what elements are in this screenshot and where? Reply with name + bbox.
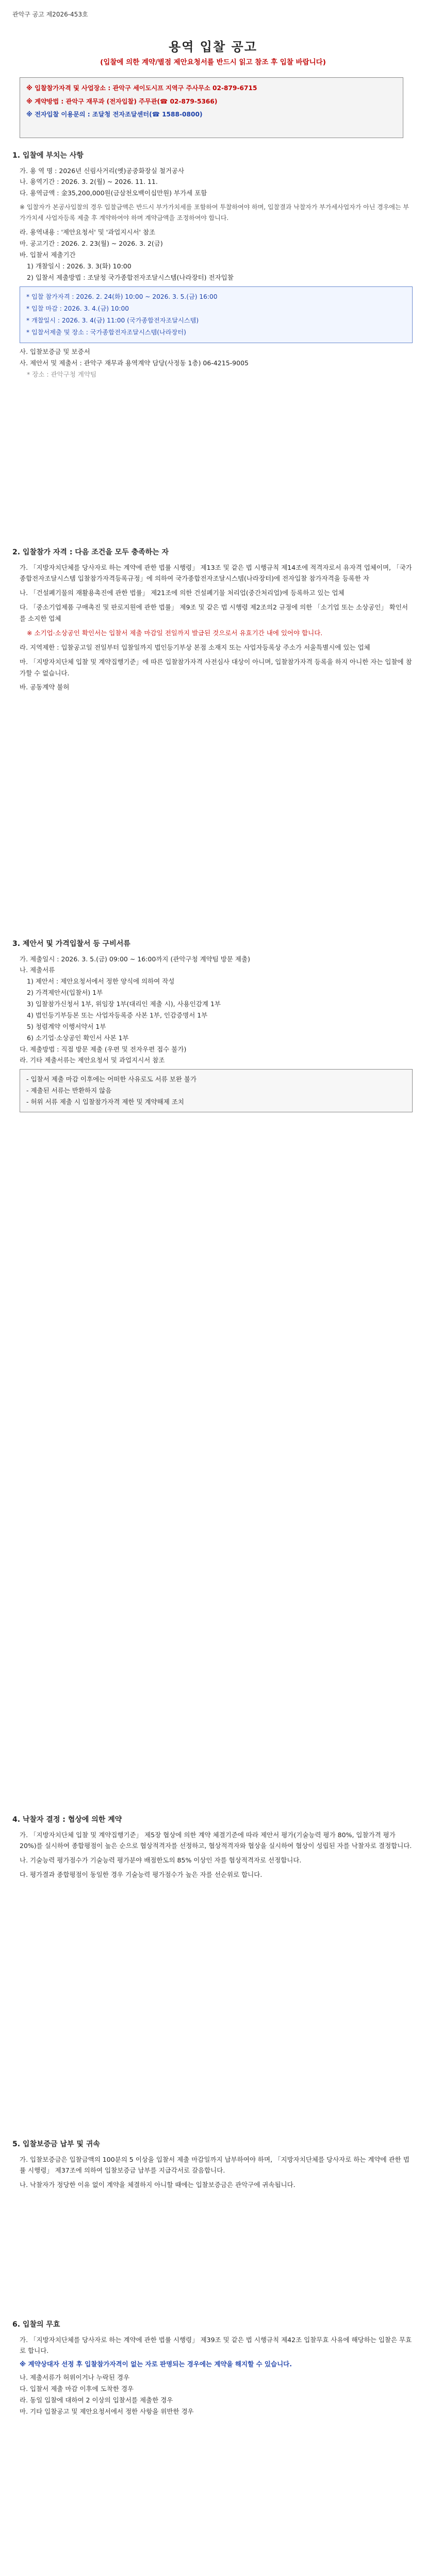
list-item: 다. 입찰서 제출 마감 이후에 도착한 경우 <box>20 2385 134 2393</box>
paragraph: 5) 청렴계약 이행서약서 1부 <box>27 1022 106 1030</box>
paragraph: 다. 평가결과 종합평점이 동일한 경우 기술능력 평가점수가 높은 자를 선순위로 합니다. <box>20 1871 263 1879</box>
list-item: 사. 입찰보증금 및 보증서 <box>20 348 90 356</box>
paragraph: 가. 입찰보증금은 입찰금액의 100분의 5 이상을 입찰서 제출 마감일까지 납부하여야 하며, 「지방자치단체를 당사자로 하는 계약에 관한 법률 시행령」 제37조에 의하여 입찰보증금 납부를 지급각서로 갈음합니다. <box>20 2155 409 2175</box>
section-heading: 6. 입찰의 무효 <box>12 2320 60 2329</box>
list-item: 마. 공고기간 : 2026. 2. 23(월) ~ 2026. 3. 2(금) <box>20 240 163 247</box>
warning-line: - 입찰서 제출 마감 이후에는 어떠한 사유로도 서류 보완 불가 <box>26 1075 197 1083</box>
list-item: 1) 개찰일시 : 2026. 3. 3(화) 10:00 <box>27 262 132 270</box>
schedule-line: * 개찰일시 : 2026. 3. 4(금) 11:00 (국가종합전자조달시스템) <box>26 316 199 324</box>
schedule-box <box>20 286 413 344</box>
section-heading: 4. 낙찰자 결정 : 협상에 의한 계약 <box>12 1816 122 1824</box>
paragraph: 가. 제출일시 : 2026. 3. 5.(금) 09:00 ~ 16:00까지 (관악구청 계약팀 방문 제출) <box>20 955 250 963</box>
intro-box <box>20 77 403 138</box>
paragraph: 4) 법인등기부등본 또는 사업자등록증 사본 1부, 인감증명서 1부 <box>27 1011 208 1019</box>
list-item: 라. 동일 입찰에 대하여 2 이상의 입찰서를 제출한 경우 <box>20 2396 173 2404</box>
warning-box <box>20 1069 413 1112</box>
list-item: 라. 용역내용 : '제안요청서' 및 '과업지시서' 참조 <box>20 228 156 236</box>
section-6 <box>12 2318 413 2417</box>
section-3 <box>12 938 413 1115</box>
paragraph: 나. 낙찰자가 정당한 이유 없이 계약을 체결하지 아니할 때에는 입찰보증금은 관악구에 귀속됩니다. <box>20 2181 296 2189</box>
paragraph: 3) 입찰참가신청서 1부, 위임장 1부(대리인 제출 시), 사용인감계 1부 <box>27 1000 221 1008</box>
schedule-line: * 입찰 참가자격 : 2026. 2. 24(화) 10:00 ~ 2026. 3. 5.(금) 16:00 <box>26 293 218 300</box>
paragraph: 가. 「지방자치단체 입찰 및 계약집행기준」 제5장 협상에 의한 계약 체결기준에 따라 제안서 평가(기술능력 평가 80%, 입찰가격 평가 20%)를 실시하여 종합평점이 높은 순으로 협상적격자를 선정하고, 협상적격자와 협상을 실시하여 협상이 성립된 자를 낙찰자로 결정합니다. <box>20 1831 412 1850</box>
place-label: * 장소 : 관악구청 계약팀 <box>27 370 97 378</box>
page-subtitle: (입찰에 의한 계약/별점 제안요청서를 반드시 읽고 참조 후 입찰 바랍니다) <box>100 58 326 66</box>
intro-line: ※ 입찰참가자격 및 사업장소 : 관악구 세이도시프 지역구 주사무소 02-879-6715 <box>26 84 257 92</box>
list-item: 나. 용역기간 : 2026. 3. 2(월) ~ 2026. 11. 11. <box>20 178 158 186</box>
section-heading: 1. 입찰에 부치는 사항 <box>12 151 84 160</box>
paragraph: 1) 제안서 : 제안요청서에서 정한 양식에 의하여 작성 <box>27 977 175 986</box>
paragraph: 나. 기술능력 평가점수가 기술능력 평가분야 배점한도의 85% 이상인 자를 협상적격자로 선정합니다. <box>20 1856 302 1865</box>
paragraph: 라. 기타 제출서류는 제안요청서 및 과업지시서 참조 <box>20 1056 165 1064</box>
notice-number: 관악구 공고 제2026-453호 <box>12 11 88 18</box>
paragraph: 2) 가격제안서(입찰서) 1부 <box>27 989 103 997</box>
schedule-line: * 입찰서제출 및 장소 : 국가종합전자조달시스템(나라장터) <box>26 329 186 336</box>
section-4 <box>12 1814 413 1880</box>
schedule-line: * 입찰 마감 : 2026. 3. 4.(금) 10:00 <box>26 304 129 312</box>
paragraph: 라. 지역제한 : 입찰공고일 전일부터 입찰일까지 법인등기부상 본점 소재지 또는 사업자등록상 주소가 서울특별시에 있는 업체 <box>20 643 370 651</box>
paragraph: 가. 「지방자치단체를 당사자로 하는 계약에 관한 법률 시행령」 제13조 및 같은 법 시행규칙 제14조에 적격자로서 유자격 업체이며, 「국가종합전자조달시스템 입찰참가자격등록규정」에 의하여 국가종합전자조달시스템(나라장터)에 전자입찰 참가자격을 등록한 자 <box>20 563 412 583</box>
note: ※ 입찰자가 본공사입찰의 경우 입찰금액은 반드시 부가가치세를 포함하여 투찰하여야 하며, 입찰결과 낙찰자가 부가세사업자가 아닌 경우에는 부가가치세 사업자등록 제출 후 계약하여야 하며 계약금액을 조정하여야 합니다. <box>20 204 409 222</box>
list-item: 2) 입찰서 제출방법 : 조달청 국가종합전자조달시스템(나라장터) 전자입찰 <box>27 273 234 281</box>
section-heading: 2. 입찰참가 자격 : 다음 조건을 모두 충족하는 자 <box>12 548 169 556</box>
intro-line: ※ 전자입찰 이용문의 : 조달청 전자조달센터(☎ 1588-0800) <box>26 111 203 118</box>
list-item: 바. 입찰서 제출기간 <box>20 250 76 259</box>
paragraph: 마. 「지방자치단체 입찰 및 계약집행기준」에 따른 입찰참가자격 사전심사 대상이 아니며, 입찰참가자격 등록을 하지 아니한 자는 입찰에 참가할 수 없습니다. <box>20 657 412 677</box>
page-title: 용역 입찰 공고 <box>169 40 257 54</box>
section-heading: 5. 입찰보증금 납부 및 귀속 <box>12 2140 100 2148</box>
paragraph: 나. 제출서류 <box>20 966 55 974</box>
paragraph: 가. 「지방자치단체를 당사자로 하는 계약에 관한 법률 시행령」 제39조 및 같은 법 시행규칙 제42조 입찰무효 사유에 해당하는 입찰은 무효로 합니다. <box>20 2335 412 2355</box>
paragraph: 6) 소기업·소상공인 확인서 사본 1부 <box>27 1033 129 1042</box>
list-item: 마. 기타 입찰공고 및 제안요청서에서 정한 사항을 위반한 경우 <box>20 2407 194 2415</box>
section-5 <box>12 2138 413 2191</box>
intro-line: ※ 계약방법 : 관악구 재무과 (전자입찰) 주무관(☎ 02-879-5366) <box>26 97 218 105</box>
paragraph: 바. 공동계약 불허 <box>20 683 70 691</box>
section-heading: 3. 제안서 및 가격입찰서 등 구비서류 <box>12 940 130 948</box>
contact-line: 사. 제안서 및 제출서 : 관악구 재무과 용역계약 담당(사정동 1층) 06-4215-9005 <box>20 359 249 367</box>
paragraph: 다. 「중소기업제품 구매촉진 및 판로지원에 관한 법률」 제9조 및 같은 법 시행령 제2조의2 규정에 의한 「소기업 또는 소상공인」 확인서를 소지한 업체 <box>20 603 408 622</box>
section-2 <box>12 546 413 693</box>
warning-line: - 허위 서류 제출 시 입찰참가자격 제한 및 계약해제 조치 <box>26 1098 184 1106</box>
paragraph: 다. 제출방법 : 직접 방문 제출 (우편 및 전자우편 접수 불가) <box>20 1045 187 1053</box>
paragraph: ※ 계약상대자 선정 후 입찰참가자격이 없는 자로 판명되는 경우에는 계약을 해지할 수 있습니다. <box>20 2360 292 2368</box>
warning-line: - 제출된 서류는 반환하지 않음 <box>26 1087 112 1095</box>
paragraph: ※ 소기업·소상공인 확인서는 입찰서 제출 마감일 전일까지 발급된 것으로서 유효기간 내에 있어야 합니다. <box>27 629 323 637</box>
list-item: 나. 제출서류가 허위이거나 누락된 경우 <box>20 2374 130 2382</box>
list-item: 가. 용 역 명 : 2026년 신림사거리(옛)공중화장실 철거공사 <box>20 166 185 175</box>
paragraph: 나. 「건설폐기물의 재활용촉진에 관한 법률」 제21조에 의한 건설폐기물 처리업(중간처리업)에 등록하고 있는 업체 <box>20 589 345 597</box>
section-1 <box>12 149 413 380</box>
list-item: 다. 용역금액 : 金35,200,000원(금삼천오백이십만원) 부가세 포함 <box>20 189 207 197</box>
